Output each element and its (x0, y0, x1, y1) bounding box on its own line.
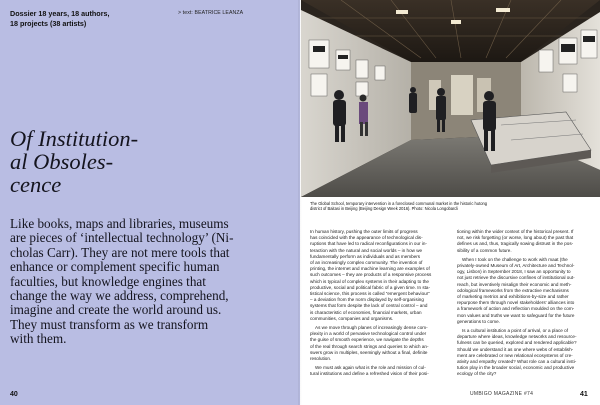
page-number-left: 40 (10, 391, 18, 398)
body-line: not, we risk forgetting (or worse, long about) the past that (457, 235, 574, 241)
body-line: ogy, Lisbon) in September 2018, I saw an opportunity to (457, 269, 571, 275)
body-line: defines us and, thus, tragically sowing distrust in the pos- (457, 241, 574, 247)
spine-shadow (298, 0, 302, 405)
body-line: departure where ideas, knowledge networks and resource- (457, 334, 577, 340)
caption-line: district of Baitasi in Beijing (Beijing Design Week 2016). Photo: Nicola Longobardi (310, 206, 458, 212)
title-line: Of Institution- (10, 126, 139, 151)
body-line: fundamentally perform as individuals and as members (310, 253, 421, 259)
lead-line: cholas Carr). They are not mere tools that (10, 244, 230, 260)
body-line: generations to come. (457, 318, 500, 324)
article-title (10, 127, 210, 197)
body-line: of the real through search strings and queries to which an- (310, 343, 429, 349)
exhibition-photo (301, 0, 600, 197)
body-line: As we move through planes of increasingly dense com- (315, 325, 428, 331)
body-line: not just retrieve the discursive confines of institutional out- (457, 275, 575, 281)
lead-line: They must transform as we transform (10, 316, 209, 332)
dossier-line: 18 projects (38 artists) (10, 18, 87, 28)
lead-line: faculties, but knowledge engines that (10, 273, 206, 289)
magazine-footer: UMBIGO MAGAZINE #74 (470, 391, 534, 397)
title-line: al Obsoles- (10, 149, 114, 175)
body-line: Should we understand it as one where webs of establish- (457, 346, 574, 352)
title-line: cence (10, 172, 62, 198)
photo-caption (310, 201, 600, 212)
dossier-line: Dossier 18 years, 18 authors, (10, 9, 110, 18)
body-line: When I took on the challenge to work with maat (the (462, 256, 568, 262)
body-line: of an increasingly complex community. The invention of (310, 260, 423, 266)
body-line: reach, but inventively misalign their economic and meth- (457, 281, 572, 287)
body-line: productive, social and political fabric of a given time. In sta- (310, 284, 431, 290)
body-line: such outcomes – they are products of a responsive process (310, 272, 432, 278)
body-line: which is typical of complex systems in their adapting to the (310, 278, 429, 284)
body-line: teraction with the natural and social worlds – in how we (310, 247, 423, 253)
lead-line: enhance or complement specific human (10, 259, 220, 275)
body-line: odological frameworks from the extractive mechanisms (457, 287, 569, 293)
body-line: – a deviation from the norm displayed by self-organising (310, 297, 424, 303)
body-column-1 (310, 229, 444, 378)
body-line: resolution. (310, 356, 332, 362)
body-line: repurpose them through novel stakeholders' alliances into (457, 300, 575, 306)
body-line: tistical science, this process is called “emergent behaviour” (310, 291, 430, 297)
body-line: ment are celebrated or new relational ecosystems of cre- (457, 352, 573, 358)
body-line: Is a cultural institution a point of arrival, or a place of (462, 328, 568, 334)
body-line: communities, companies and organisms. (310, 315, 394, 321)
body-line: the guise of smooth experience, we navigate the depths (310, 337, 424, 343)
body-line: fulness can be queried, explored and rendered applicable? (457, 340, 577, 346)
body-line: printing, the internet and machine learning are examples of (310, 266, 430, 272)
body-line: a framework of action and reflection moulded on the com- (457, 306, 575, 312)
page-number-right: 41 (580, 391, 588, 398)
body-line: systems that form despite the lack of central control – and (310, 303, 428, 309)
dossier-header (10, 9, 150, 28)
body-line: We must ask again what is the role and mission of cul- (315, 365, 426, 371)
body-line: of marketing metrics and exhibitions-by-size and rather (457, 294, 569, 300)
body-column-2 (457, 229, 591, 378)
author-credit: > text: BEATRICE LEANZA (178, 10, 244, 16)
lead-line: change the way we address, comprehend, (10, 288, 229, 304)
body-line: ecology of the city? (457, 371, 497, 377)
lead-line: imagine and create the world around us. (10, 302, 222, 318)
body-line: privately-owned Museum of Art, Architecture and Technol- (457, 263, 575, 269)
body-line: swers grow in multiples, seemingly without a final, definite (310, 349, 428, 355)
body-line: is characteristic of economies, financial markets, urban (310, 309, 422, 315)
caption-line: The Global School, temporary intervention in a foreclosed communal market in the historic hutong (310, 201, 488, 206)
exhibition-photo-illustration (301, 0, 600, 197)
lead-line: with them. (10, 331, 67, 347)
body-line: tioning within the wider context of the historical present. If (457, 229, 574, 234)
body-line: ativity and empathy created? What role can a cultural insti- (457, 359, 577, 365)
body-line: In human history, pushing the outer limits of progress (310, 229, 418, 234)
body-line: tural institutions and define a refreshed vision of their posi- (310, 371, 429, 377)
body-line: plexity in a world of pervasive technological control under (310, 331, 427, 337)
lead-paragraph (10, 217, 298, 347)
lead-line: are pieces of ‘intellectual technology’ (Ni- (10, 230, 234, 246)
body-line: sibility of a common future. (457, 247, 512, 253)
lead-line: Like books, maps and libraries, museums (10, 216, 229, 231)
body-line: ruptions that have led to radical reconfigurations in our in- (310, 241, 427, 247)
body-line: mon values and truths we want to safeguard for the future (457, 312, 575, 318)
body-line: tution play in the broader social, economic and productive (457, 365, 575, 371)
body-line: has coincided with the appearance of technological dis- (310, 235, 423, 241)
